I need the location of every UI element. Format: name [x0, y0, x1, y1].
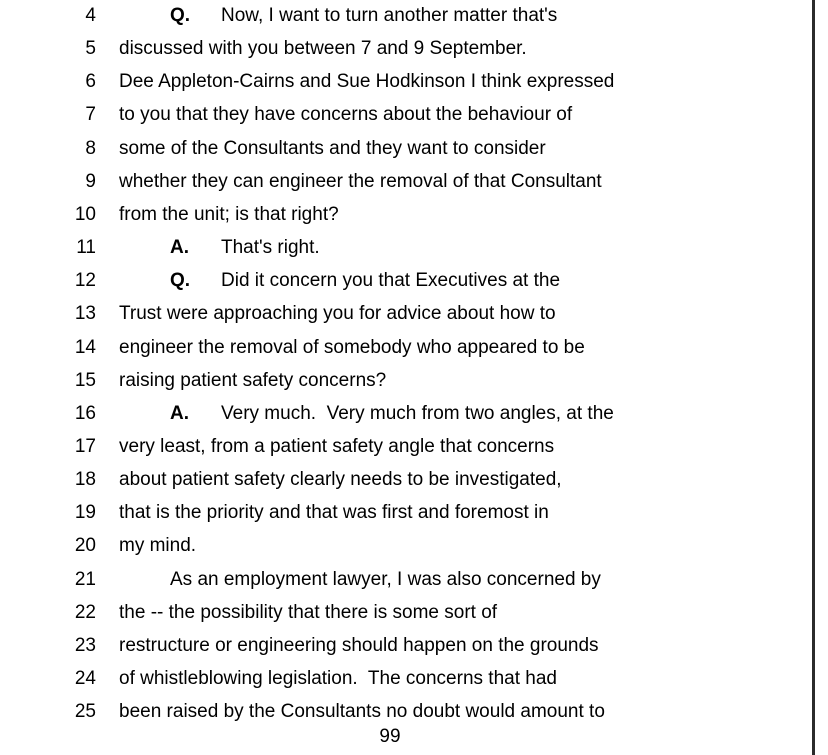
- line-text: Very much. Very much from two angles, at the: [221, 402, 614, 424]
- page-edge-rule: [812, 0, 815, 755]
- speaker-label: A.: [170, 402, 189, 424]
- transcript-line: [0, 0, 800, 32]
- line-number: 25: [74, 701, 96, 723]
- line-text: As an employment lawyer, I was also concerned by: [170, 568, 601, 590]
- line-text-container: [119, 529, 196, 562]
- line-number: 11: [76, 237, 96, 259]
- line-text-container: [170, 563, 601, 596]
- line-text-container: [119, 496, 549, 529]
- line-text: that is the priority and that was first and foremost in: [119, 502, 549, 524]
- transcript-line: [0, 132, 800, 165]
- line-number: 10: [74, 203, 96, 225]
- transcript-line: [0, 98, 800, 131]
- speaker-label: Q.: [170, 5, 191, 26]
- line-text-container: [119, 32, 527, 65]
- line-text-container: [119, 65, 614, 98]
- line-number: 13: [74, 303, 96, 325]
- line-number: 23: [74, 634, 96, 656]
- transcript-line: [0, 364, 800, 397]
- line-number: 19: [74, 502, 96, 524]
- transcript-line: [0, 463, 800, 496]
- line-number: 12: [74, 270, 96, 292]
- transcript-line: [0, 331, 800, 364]
- line-number: 21: [74, 568, 96, 590]
- line-text: discussed with you between 7 and 9 September.: [119, 38, 527, 60]
- line-text-container: [119, 331, 585, 364]
- line-number: 9: [85, 170, 96, 192]
- line-text: engineer the removal of somebody who appeared to be: [119, 336, 585, 358]
- line-number: 6: [85, 71, 96, 93]
- line-text: raising patient safety concerns?: [119, 369, 387, 391]
- transcript-line: [0, 32, 800, 65]
- transcript-line: [0, 529, 800, 562]
- transcript-line: [0, 165, 800, 198]
- line-number: 18: [74, 469, 96, 491]
- line-number: 22: [74, 601, 96, 623]
- transcript-line: [0, 297, 800, 330]
- line-number: 24: [74, 668, 96, 689]
- line-text: very least, from a patient safety angle that concerns: [119, 435, 555, 457]
- transcript-line: [0, 231, 800, 264]
- transcript-line: [0, 629, 800, 662]
- line-text-container: [119, 297, 556, 330]
- line-text-container: [119, 364, 386, 397]
- line-text-container: [119, 430, 554, 463]
- line-text: whether they can engineer the removal of that Consultant: [119, 170, 602, 192]
- transcript-line: [0, 264, 800, 297]
- line-text: the -- the possibility that there is some sort of: [119, 601, 498, 623]
- line-text: restructure or engineering should happen on the grounds: [119, 634, 599, 656]
- transcript-line: [0, 65, 800, 98]
- line-number: 15: [74, 369, 96, 391]
- transcript-line: [0, 397, 800, 430]
- line-text-container: [119, 165, 602, 198]
- line-text: about patient safety clearly needs to be investigated,: [119, 469, 562, 491]
- line-text-container: [119, 98, 572, 131]
- line-text: Now, I want to turn another matter that's: [221, 5, 558, 26]
- line-text-container: [119, 132, 546, 165]
- transcript-line: [0, 430, 800, 463]
- line-number: 4: [85, 5, 96, 26]
- line-text: from the unit; is that right?: [119, 203, 339, 225]
- transcript-line: [0, 662, 800, 695]
- line-text: Dee Appleton-Cairns and Sue Hodkinson I think expressed: [119, 71, 615, 93]
- line-text: been raised by the Consultants no doubt would amount to: [119, 701, 605, 723]
- transcript-line: [0, 198, 800, 231]
- line-text: of whistleblowing legislation. The concerns that had: [119, 668, 557, 689]
- line-text-container: [170, 397, 614, 430]
- line-text-container: [119, 463, 562, 496]
- line-text-container: [170, 231, 320, 264]
- line-number: 14: [74, 336, 96, 358]
- line-text: to you that they have concerns about the behaviour of: [119, 104, 573, 126]
- line-text: That's right.: [221, 237, 320, 259]
- line-text-container: [119, 629, 599, 662]
- line-number: 16: [74, 402, 96, 424]
- page-number: 99: [379, 726, 401, 747]
- transcript-line: [0, 596, 800, 629]
- line-text-container: [170, 264, 560, 297]
- line-number: 17: [74, 435, 96, 457]
- transcript-line: [0, 496, 800, 529]
- line-text: my mind.: [119, 535, 197, 557]
- line-text-container: [170, 0, 557, 32]
- line-number: 8: [85, 137, 96, 159]
- speaker-label: A.: [170, 237, 189, 259]
- line-text-container: [119, 596, 497, 629]
- line-number: 7: [85, 104, 96, 126]
- line-text: Trust were approaching you for advice about how to: [119, 303, 556, 325]
- line-number: 5: [85, 38, 96, 60]
- line-text: some of the Consultants and they want to consider: [119, 137, 546, 159]
- line-text: Did it concern you that Executives at the: [221, 270, 561, 292]
- line-number: 20: [74, 535, 96, 557]
- speaker-label: Q.: [170, 270, 191, 292]
- line-text-container: [119, 198, 339, 231]
- line-text-container: [119, 662, 557, 695]
- transcript-line: [0, 563, 800, 596]
